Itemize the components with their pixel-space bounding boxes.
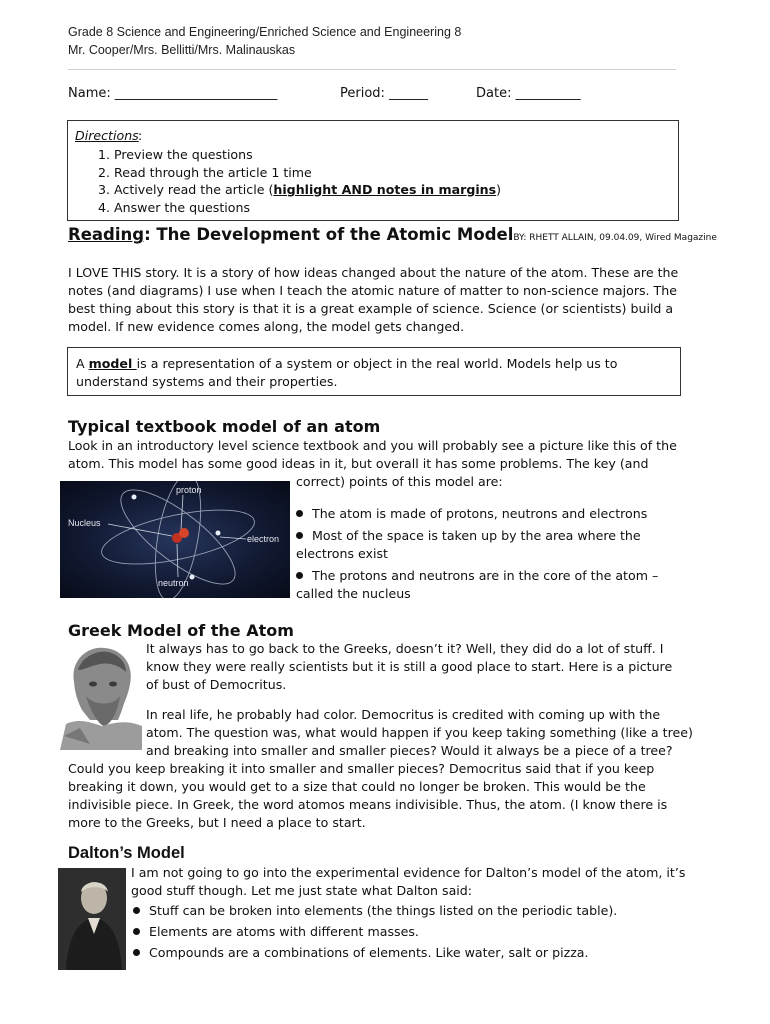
dalton-paragraph: I am not going to go into the experimental evidence for Dalton’s model of the atom, it’s good stuff though. Let me just state what Dalton said: <box>131 865 686 898</box>
bullet-item: Elements are atoms with different masses. <box>133 923 617 941</box>
date-field: Date: __________ <box>476 86 581 101</box>
bullet-icon <box>133 907 140 914</box>
atom-diagram-image <box>60 481 290 598</box>
textbook-paragraph: Look in an introductory level science textbook and you will probably see a picture like this of the atom. This model has some good ideas in it, but overall it has some problems. The key (and <box>68 438 677 471</box>
period-field: Period: ______ <box>340 86 429 101</box>
democritus-bust-image <box>60 640 142 750</box>
directions-title: Directions <box>75 128 139 143</box>
heading-dalton-model: Dalton’s Model <box>68 844 185 862</box>
direction-emphasis: highlight AND notes in margins <box>273 182 497 197</box>
bullet-item: Stuff can be broken into elements (the things listed on the periodic table). <box>133 902 617 920</box>
bullet-icon <box>296 532 303 539</box>
dalton-bullets <box>133 902 617 962</box>
textbook-paragraph-end: correct) points of this model are: <box>296 474 503 489</box>
intro-paragraph: I LOVE THIS story. It is a story of how ideas changed about the nature of the atom. These are the notes (and diagrams) I use when I teach the atomic nature of matter to non-science majors. The best thing about this story is that it is a great example of science. Science (or scientists) build a model. If new evidence comes along, the model gets changed. <box>68 265 679 334</box>
course-title: Grade 8 Science and Engineering/Enriched Science and Engineering 8 <box>68 25 462 39</box>
atom-diagram-svg <box>60 481 290 598</box>
byline: BY: RHETT ALLAIN, 09.04.09, Wired Magazine <box>513 233 717 243</box>
bullet-item: The atom is made of protons, neutrons and electrons <box>296 505 658 523</box>
dalton-portrait-image <box>58 868 126 970</box>
textbook-bullets: The atom is made of protons, neutrons and electrons Most of the space is taken up by the area where the electrons exist The protons and neutrons are in the core of the atom – called the nucleus <box>296 506 659 601</box>
label-electron: electron <box>247 534 280 544</box>
bullet-icon <box>133 928 140 935</box>
label-proton: proton <box>176 485 202 495</box>
teacher-names: Mr. Cooper/Mrs. Bellitti/Mrs. Malinauskas <box>68 43 296 57</box>
bullet-item: Most of the space is taken up by the area where the <box>296 527 658 545</box>
direction-item: 1. Preview the questions <box>98 147 253 162</box>
greek-paragraph-2-cont: Could you keep breaking it into smaller and smaller pieces? Democritus said that if you keep breaking it down, you would get to a size that could no longer be broken. This would be the indivisible piece. In Greek, the word atomos means indivisible. Thus, the atom. (I know there is more to the Greeks, but I need a place to start. <box>68 761 668 830</box>
greek-paragraph-2: In real life, he probably had color. Democritus is credited with coming up with the atom. The question was, what would happen if you keep taking something (like a tree) and breaking into smaller and smaller pieces? Would it always be a piece of a tree? <box>146 707 693 758</box>
label-neutron: neutron <box>158 578 189 588</box>
bullet-icon <box>296 510 303 517</box>
heading-textbook-model: Typical textbook model of an atom <box>68 417 381 436</box>
bullet-icon <box>296 572 303 579</box>
model-definition: A model is a representation of a system or object in the real world. Models help us to understand systems and their properties. <box>76 356 618 389</box>
direction-item: 4. Answer the questions <box>98 199 251 215</box>
reading-title: Reading: The Development of the Atomic ModelBY: RHETT ALLAIN, 09.04.09, Wired Magazine <box>68 225 717 244</box>
greek-paragraph-1: It always has to go back to the Greeks, doesn’t it? Well, they did do a lot of stuff. I know they were really scientists but it is still a good place to start. Here is a picture of bust of Democritus. <box>146 641 673 692</box>
bullet-icon <box>133 949 140 956</box>
direction-item: 2. Read through the article 1 time <box>98 164 312 180</box>
directions-colon: : <box>138 128 143 143</box>
directions-list <box>98 146 501 216</box>
heading-greek-model: Greek Model of the Atom <box>68 621 294 640</box>
direction-item: 3. Actively read the article (highlight AND notes in margins) <box>98 182 502 197</box>
bullet-item: Compounds are a combinations of elements. Like water, salt or pizza. <box>133 944 617 962</box>
label-nucleus: Nucleus <box>68 518 101 528</box>
name-field: Name: _________________________ <box>68 86 278 101</box>
bullet-item: The protons and neutrons are in the core of the atom – <box>296 567 658 585</box>
header-divider <box>68 69 676 70</box>
